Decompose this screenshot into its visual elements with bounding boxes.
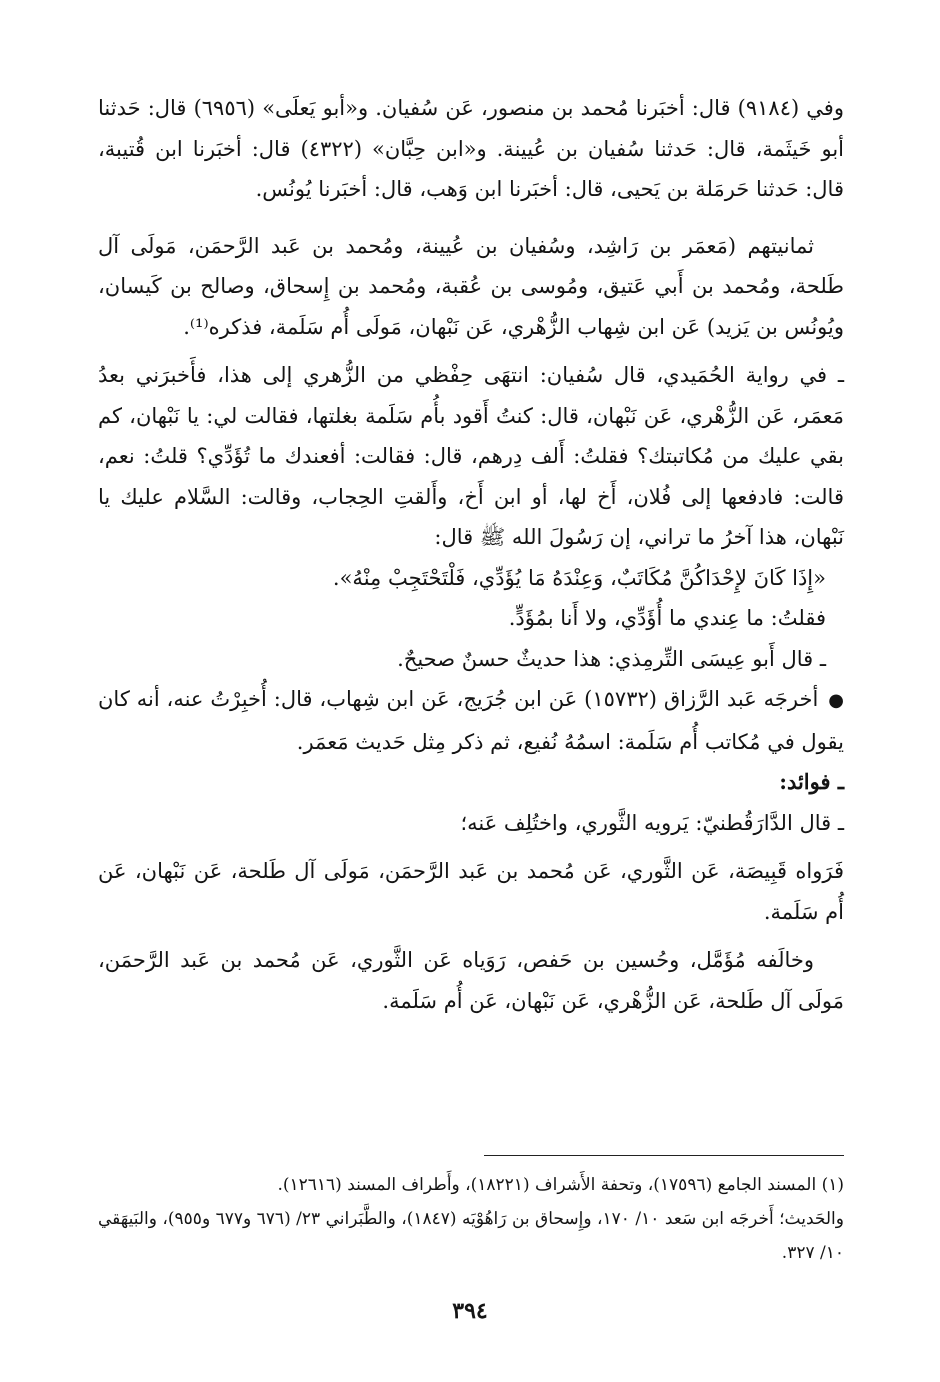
footnote-1: (١) المسند الجامع (١٧٥٩٦)، وتحفة الأَشراف (١٨٢٢١)، وأَطراف المسند (١٢٦١٦). <box>277 1175 844 1195</box>
footnote-divider <box>484 1155 844 1156</box>
paragraph-qabisa: فَرَواه قَبِيصَة، عَن الثَّوري، عَن مُحمد بن عَبد الرَّحمَن، مَولَى آل طَلحة، عَن نَبْهان، عَن أُم سَلَمة. <box>98 859 844 924</box>
paragraph-humaydi-narration: ـ في رواية الحُمَيدي، قال سُفيان: انتهَى حِفْظي من الزُّهري إلى هذا، فأَخبرَني بعدُ مَعمَر، عَن الزُّهْري، عَن نَبْهان، قال: كنتُ أَقود بأُم سَلَمة بغلتها، فقالت لي: يا نَبْهان، كم بقي عليك من مُكاتبتك؟ فقلتُ: أَلف دِرهم، قال: فقالت: أفعندك ما تُؤَدِّي؟ قلتُ: نعم، قالت: فادفعها إلى فُلان، أَخ لها، أو ابن أَخ، وأَلقتِ الحِجاب، وقالت: السَّلام عليك يا نَبْهان، هذا آخرُ ما تراني، إن رَسُولَ الله ﷺ قال: <box>98 363 844 549</box>
paragraph-narrators: ثمانيتهم (مَعمَر بن رَاشِد، وسُفيان بن عُيينة، ومُحمد بن عَبد الرَّحمَن، مَولَى آل طَلحة، ومُحمد بن أَبي عَتيق، ومُوسى بن عُقبة، ومُحمد بن إِسحاق، وصالح بن كَيسان، ويُونُس بن يَزيد) عَن ابن شِهاب الزُّهْري، عَن نَبْهان، مَولَى أُم سَلَمة، فذكره⁽¹⁾. <box>98 233 844 339</box>
paragraph-abdurrazzaq-text: أخرجَه عَبد الرَّزاق (١٥٧٣٢) عَن ابن جُرَيج، عَن ابن شِهاب، قال: أُخبِرْتُ عنه، أنه كان يقول في مُكاتب أُم سَلَمة: اسمُهُ نُفيع، ثم ذكر مِثل حَديث مَعمَر. <box>98 687 844 754</box>
main-text <box>98 88 844 1021</box>
paragraph-daraqutni: ـ قال الدَّارَقُطنيّ: يَرويه الثَّوري، واختُلِف عَنه؛ <box>460 810 844 835</box>
paragraph-sources: وفي (٩١٨٤) قال: أخبَرنا مُحمد بن منصور، عَن سُفيان. و«أبو يَعلَى» (٦٩٥٦) قال: حَدثنا أبو خَيثَمة، قال: حَدثنا سُفيان بن عُيينة. و«ابن حِبَّان» (٤٣٢٢) قال: أخبَرنا ابن قُتيبة، قال: حَدثنا حَرمَلة بن يَحيى، قال: أخبَرنا ابن وَهب، قال: أخبَرنا يُونُس. <box>98 96 844 201</box>
paragraph-reply: فقلتُ: ما عِندي ما أُؤَدِّي، ولا أَنا بمُؤَدٍّ. <box>508 606 826 630</box>
hadith-text: «إِذَا كَانَ لإِحْدَاكُنَّ مُكَاتَبٌ، وَعِنْدَهُ مَا يُؤَدِّي، فَلْتَحْتَجِبْ مِنْهُ». <box>332 565 826 590</box>
page-number: ٣٩٤ <box>452 1298 488 1324</box>
footnotes <box>98 1168 844 1270</box>
bullet-icon: ● <box>828 690 844 711</box>
paragraph-muammal: وخالَفه مُؤَمَّل، وحُسين بن حَفص، رَوَياه عَن الثَّوري، عَن مُحمد بن عَبد الرَّحمَن، مَولَى آل طَلحة، عَن الزُّهْري، عَن نَبْهان، عَن أُم سَلَمة. <box>98 948 844 1013</box>
paragraph-abdurrazzaq <box>98 679 844 762</box>
footnote-1-continuation: والحَديث؛ أَخرجَه ابن سَعد ١٠/ ١٧٠، وإِسحاق بن رَاهُوْيَه (١٨٤٧)، والطَّبَراني ٢٣/ (٦٧٦ و٦٧٧ و٩٥٥)، والبَيهَقي ١٠/ ٣٢٧. <box>98 1209 844 1263</box>
paragraph-tirmidhi-grade: ـ قال أَبو عِيسَى التِّرمِذي: هذا حديثٌ حسنٌ صحيحٌ. <box>397 646 826 671</box>
benefits-heading: ـ فوائد: <box>779 769 844 794</box>
